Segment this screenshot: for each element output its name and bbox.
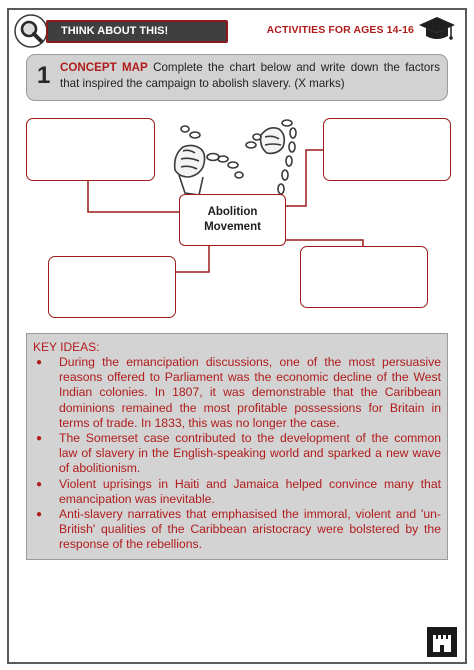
- bullet-icon: ●: [36, 509, 43, 521]
- key-idea-text: Anti-slavery narratives that emphasised the immoral, violent and 'un-British' qualities of the Caribbean aristocracy were bolstered by the response of the rebellions.: [59, 507, 441, 552]
- key-ideas-list: [33, 355, 441, 553]
- answer-box-bottom-left[interactable]: [48, 256, 176, 318]
- activity-number: 1: [37, 62, 51, 89]
- activities-age-label: ACTIVITIES FOR AGES 14-16: [266, 24, 414, 36]
- key-ideas-title: KEY IDEAS:: [33, 340, 100, 354]
- key-idea-text: During the emancipation discussions, one of the most persuasive reasons offered to Parliament was the economic decline of the West Indian colonies. In 1807, it was demonstrable that the Caribbean dominions remained the most profitable possessions for Britain in terms of trade. In 1833, this was no longer the case.: [59, 355, 441, 430]
- key-idea-item: [33, 507, 441, 553]
- key-idea-text: The Somerset case contributed to the development of the common law of slavery in the English-speaking world and sparked a new wave of abolitionism.: [59, 431, 441, 476]
- castle-logo-icon: [427, 627, 457, 657]
- key-idea-item: [33, 431, 441, 477]
- magnifier-icon: [14, 14, 48, 48]
- think-about-this-banner: THINK ABOUT THIS!: [46, 20, 228, 43]
- answer-box-bottom-right[interactable]: [300, 246, 428, 308]
- answer-box-top-right[interactable]: [323, 118, 451, 181]
- concept-map-instruction: [26, 54, 448, 101]
- answer-box-top-left[interactable]: [26, 118, 155, 181]
- key-idea-text: Violent uprisings in Haiti and Jamaica helped convince many that emancipation was inevitable.: [59, 476, 441, 506]
- key-idea-item: [33, 477, 441, 507]
- bullet-icon: ●: [36, 478, 43, 490]
- graduation-cap-icon: [417, 15, 457, 45]
- abolition-movement-node: Abolition Movement: [179, 194, 286, 246]
- key-ideas-panel: [26, 333, 448, 560]
- instruction-text: [60, 60, 440, 91]
- instruction-body: Complete the chart below and write down the factors that inspired the campaign to abolish slavery. (X marks): [60, 61, 440, 90]
- key-idea-item: [33, 355, 441, 431]
- concept-map-label: CONCEPT MAP: [60, 61, 148, 74]
- bullet-icon: ●: [36, 357, 43, 368]
- broken-chains-illustration: [165, 115, 305, 205]
- bullet-icon: ●: [36, 433, 43, 445]
